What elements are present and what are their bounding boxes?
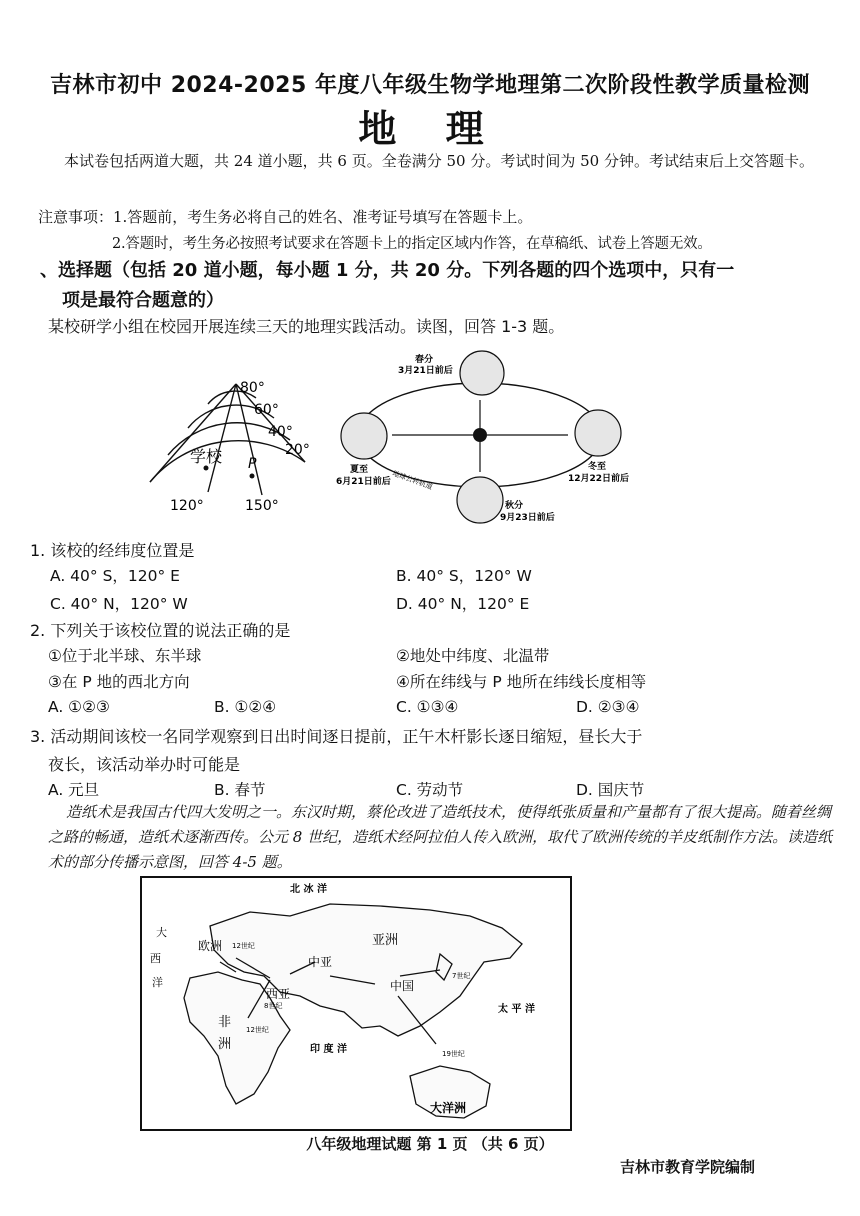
lon-label-120: 120° — [170, 498, 204, 514]
map-century-12-europe: 12世纪 — [232, 942, 255, 950]
autumn-date: 9月23日前后 — [500, 513, 555, 523]
autumn-label: 秋分 — [505, 501, 524, 511]
map-africa-label-1: 非 — [218, 1015, 232, 1030]
page-footer: 八年级地理试题 第 1 页 （共 6 页） — [306, 1135, 554, 1153]
map-asia-label: 亚洲 — [372, 933, 399, 948]
question-2-stem: 2. 下列关于该校位置的说法正确的是 — [30, 621, 291, 640]
map-arctic-label: 北 冰 洋 — [290, 884, 327, 895]
earth-revolution-figure — [330, 340, 630, 535]
map-atlantic-label-2: 西 — [150, 952, 161, 965]
lon-label-150: 150° — [245, 498, 279, 514]
map-central-asia-label: 中亚 — [308, 955, 333, 969]
summer-date: 6月21日前后 — [336, 477, 391, 487]
question-3-option-c: C. 劳动节 — [396, 781, 464, 799]
question-2-statement-4: ④所在纬线与 P 地所在纬线长度相等 — [396, 673, 647, 691]
subject-title: 地 理 — [358, 106, 502, 151]
map-oceania-label: 大洋洲 — [430, 1101, 467, 1115]
earth-summer — [341, 413, 387, 459]
question-1-option-d: D. 40° N，120° E — [396, 595, 530, 613]
exam-title: 吉林市初中 2024-2025 年度八年级生物学地理第二次阶段性教学质量检测 — [50, 73, 810, 98]
school-label: 学校 — [190, 447, 223, 466]
section-1-title-line1: 、选择题（包括 20 道小题，每小题 1 分，共 20 分。下列各题的四个选项中，只有一 — [40, 260, 735, 281]
question-3-option-a: A. 元旦 — [48, 781, 100, 799]
earth-autumn — [457, 477, 503, 523]
question-3-stem-line1: 3. 活动期间该校一名同学观察到日出时间逐日提前，正午木杆影长逐日缩短，昼长大于 — [30, 727, 643, 746]
map-west-asia-label: 西亚 — [266, 987, 291, 1001]
map-atlantic-label-1: 大 — [156, 926, 167, 939]
map-century-8: 8世纪 — [264, 1002, 283, 1010]
question-3-option-d: D. 国庆节 — [576, 781, 645, 799]
papermaking-spread-map — [140, 876, 572, 1131]
winter-label: 冬至 — [588, 462, 607, 472]
lat-label-60: 60° — [254, 402, 279, 418]
question-2-option-d: D. ②③④ — [576, 698, 640, 716]
question-2-option-a: A. ①②③ — [48, 698, 110, 716]
question-3-stem-line2: 夜长，该活动举办时可能是 — [48, 755, 241, 774]
map-century-7: 7世纪 — [452, 972, 471, 980]
map-china-label: 中国 — [390, 979, 415, 993]
winter-date: 12月22日前后 — [568, 474, 630, 484]
map-africa-label-2: 洲 — [218, 1037, 232, 1052]
point-p — [250, 474, 255, 479]
papermaking-passage: 造纸术是我国古代四大发明之一。东汉时期，蔡伦改进了造纸技术，使得纸张质量和产量都有了很大提高。随着丝绸之路的畅通，造纸术逐渐西传。公元 8 世纪，造纸术经阿拉伯人传入欧洲，取代了欧洲传统的羊皮纸制作方法。读造纸术的部分传播示意图，回答 4-5 题。 — [48, 803, 833, 871]
lat-long-grid-figure — [140, 370, 320, 520]
spring-label: 春分 — [415, 355, 434, 365]
question-2-option-c: C. ①③④ — [396, 698, 459, 716]
question-2-statement-3: ③在 P 地的西北方向 — [48, 673, 190, 691]
question-2-option-b: B. ①②④ — [214, 698, 277, 716]
spring-date: 3月21日前后 — [398, 366, 453, 376]
summer-label: 夏至 — [350, 465, 369, 475]
question-1-stem: 1. 该校的经纬度位置是 — [30, 541, 195, 560]
question-2-statement-1: ①位于北半球、东半球 — [48, 647, 202, 665]
section-1-title-line2: 项是最符合题意的） — [62, 290, 224, 311]
publisher: 吉林市教育学院编制 — [620, 1158, 756, 1176]
questions-1-3-lead: 某校研学小组在校园开展连续三天的地理实践活动。读图，回答 1-3 题。 — [48, 317, 565, 336]
orbit-label: 地球公转轨道 — [391, 469, 434, 492]
section-1-title — [40, 256, 830, 316]
earth-winter — [575, 410, 621, 456]
lat-label-40: 40° — [268, 424, 293, 440]
map-century-12-africa: 12世纪 — [246, 1026, 269, 1034]
map-century-19: 19世纪 — [442, 1050, 465, 1058]
question-1-option-a: A. 40° S，120° E — [50, 567, 180, 585]
map-atlantic-label-3: 洋 — [152, 976, 163, 989]
earth-spring — [460, 351, 504, 395]
map-pacific-label: 太 平 洋 — [498, 1004, 535, 1015]
question-1-option-c: C. 40° N，120° W — [50, 595, 188, 613]
school-point — [204, 466, 209, 471]
point-p-label: P — [248, 456, 257, 472]
question-2-statement-2: ②地处中纬度、北温带 — [396, 647, 550, 665]
question-3-option-b: B. 春节 — [214, 781, 266, 799]
note-1: 注意事项：1.答题前，考生务必将自己的姓名、准考证号填写在答题卡上。 — [38, 208, 533, 226]
map-europe-label: 欧洲 — [198, 939, 223, 953]
exam-intro: 本试卷包括两道大题，共 24 道小题，共 6 页。全卷满分 50 分。考试时间为 50 分钟。考试结束后上交答题卡。 — [64, 152, 814, 170]
sun — [473, 428, 487, 442]
lat-label-20: 20° — [285, 442, 310, 458]
note-2: 2.答题时，考生务必按照考试要求在答题卡上的指定区域内作答，在草稿纸、试卷上答题无效。 — [112, 236, 712, 252]
map-indian-label: 印 度 洋 — [310, 1044, 347, 1055]
lat-label-80: 80° — [240, 380, 265, 396]
question-1-option-b: B. 40° S，120° W — [396, 567, 532, 585]
